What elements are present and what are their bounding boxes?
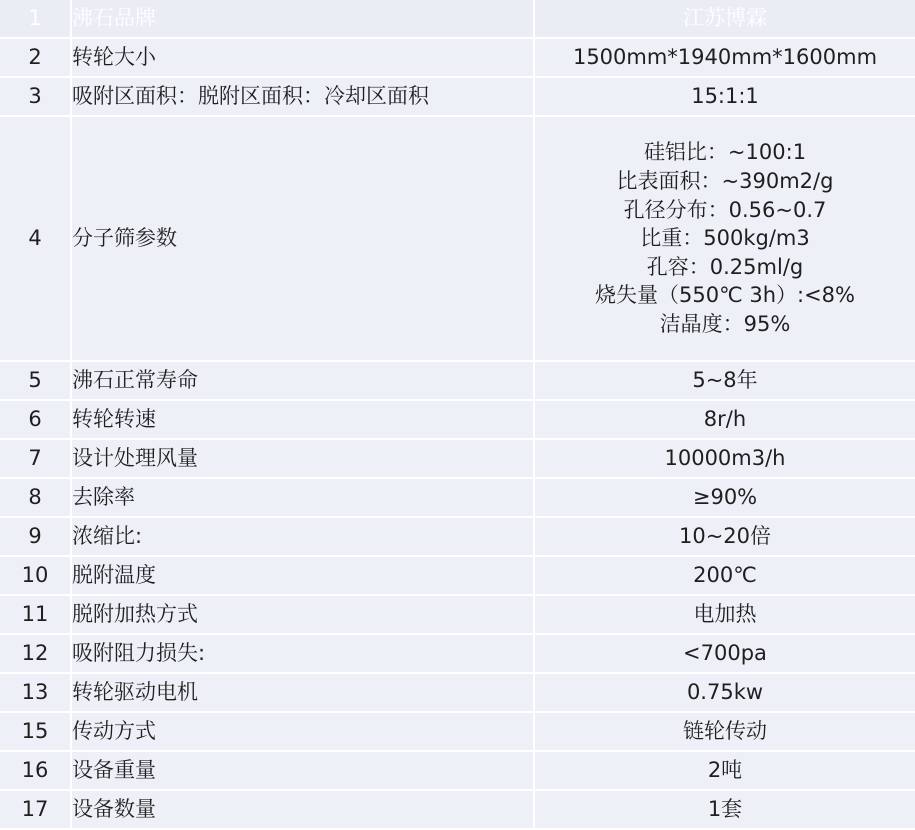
- parameter-name: 脱附加热方式: [72, 596, 535, 635]
- row-number: 12: [0, 635, 72, 674]
- table-row: [0, 596, 915, 635]
- table-row: [0, 362, 915, 401]
- sieve-spec-line: 烧失量（550℃ 3h）:<8%: [595, 283, 855, 308]
- row-number: 8: [0, 479, 72, 518]
- row-number: 15: [0, 713, 72, 752]
- parameter-name: 设备重量: [72, 752, 535, 791]
- row-number: 13: [0, 674, 72, 713]
- parameter-name: 转轮驱动电机: [72, 674, 535, 713]
- row-number: 11: [0, 596, 72, 635]
- row-number: 7: [0, 440, 72, 479]
- sieve-spec-line: 孔容：0.25ml/g: [646, 254, 804, 279]
- parameter-name: 转轮大小: [72, 39, 535, 78]
- table-row: [0, 518, 915, 557]
- parameter-value: 0.75kw: [535, 674, 915, 713]
- table-row: [0, 39, 915, 78]
- sieve-spec-line: 比表面积：~390m2/g: [616, 169, 834, 194]
- parameter-name: 设计处理风量: [72, 440, 535, 479]
- sieve-spec-line: 比重：500kg/m3: [640, 226, 810, 251]
- parameter-name: 分子筛参数: [72, 117, 535, 362]
- parameter-name: 浓缩比:: [72, 518, 535, 557]
- row-number: 3: [0, 78, 72, 117]
- parameter-value-list: [535, 117, 915, 362]
- sieve-spec-line: 洁晶度：95%: [659, 311, 791, 336]
- parameter-name: 设备数量: [72, 791, 535, 830]
- row-number: 6: [0, 401, 72, 440]
- parameter-value: 1套: [535, 791, 915, 830]
- parameter-value: 2吨: [535, 752, 915, 791]
- table-row: [0, 752, 915, 791]
- row-number: 17: [0, 791, 72, 830]
- parameter-value: 电加热: [535, 596, 915, 635]
- table-row: [0, 635, 915, 674]
- row-number: 5: [0, 362, 72, 401]
- parameter-name: 去除率: [72, 479, 535, 518]
- table-row: [0, 401, 915, 440]
- sieve-spec-line: 孔径分布：0.56~0.7: [623, 197, 827, 222]
- parameter-value: 10000m3/h: [535, 440, 915, 479]
- parameter-name: 沸石品牌: [72, 0, 535, 39]
- parameter-name: 吸附区面积：脱附区面积：冷却区面积: [72, 78, 535, 117]
- table-row: [0, 791, 915, 830]
- row-number: 4: [0, 117, 72, 362]
- parameter-value: 200℃: [535, 557, 915, 596]
- table-row: [0, 78, 915, 117]
- parameter-value: 15:1:1: [535, 78, 915, 117]
- parameter-value: ≥90%: [535, 479, 915, 518]
- parameter-name: 吸附阻力损失:: [72, 635, 535, 674]
- table-row: [0, 557, 915, 596]
- parameter-name: 沸石正常寿命: [72, 362, 535, 401]
- parameter-value: 10~20倍: [535, 518, 915, 557]
- table-header-row: [0, 0, 915, 39]
- parameter-value: 1500mm*1940mm*1600mm: [535, 39, 915, 78]
- row-number: 9: [0, 518, 72, 557]
- row-number: 10: [0, 557, 72, 596]
- parameter-value: <700pa: [535, 635, 915, 674]
- table-row: [0, 713, 915, 752]
- parameter-value: 链轮传动: [535, 713, 915, 752]
- parameter-value: 江苏博霖: [535, 0, 915, 39]
- table-row: [0, 440, 915, 479]
- table-row: [0, 674, 915, 713]
- row-number: 2: [0, 39, 72, 78]
- parameter-value: 5~8年: [535, 362, 915, 401]
- parameter-name: 传动方式: [72, 713, 535, 752]
- row-number: 1: [0, 0, 72, 39]
- table-row: [0, 479, 915, 518]
- sieve-spec-line: 硅铝比：~100:1: [643, 140, 807, 165]
- parameter-name: 转轮转速: [72, 401, 535, 440]
- table-row: [0, 117, 915, 362]
- row-number: 16: [0, 752, 72, 791]
- parameter-value: 8r/h: [535, 401, 915, 440]
- parameter-name: 脱附温度: [72, 557, 535, 596]
